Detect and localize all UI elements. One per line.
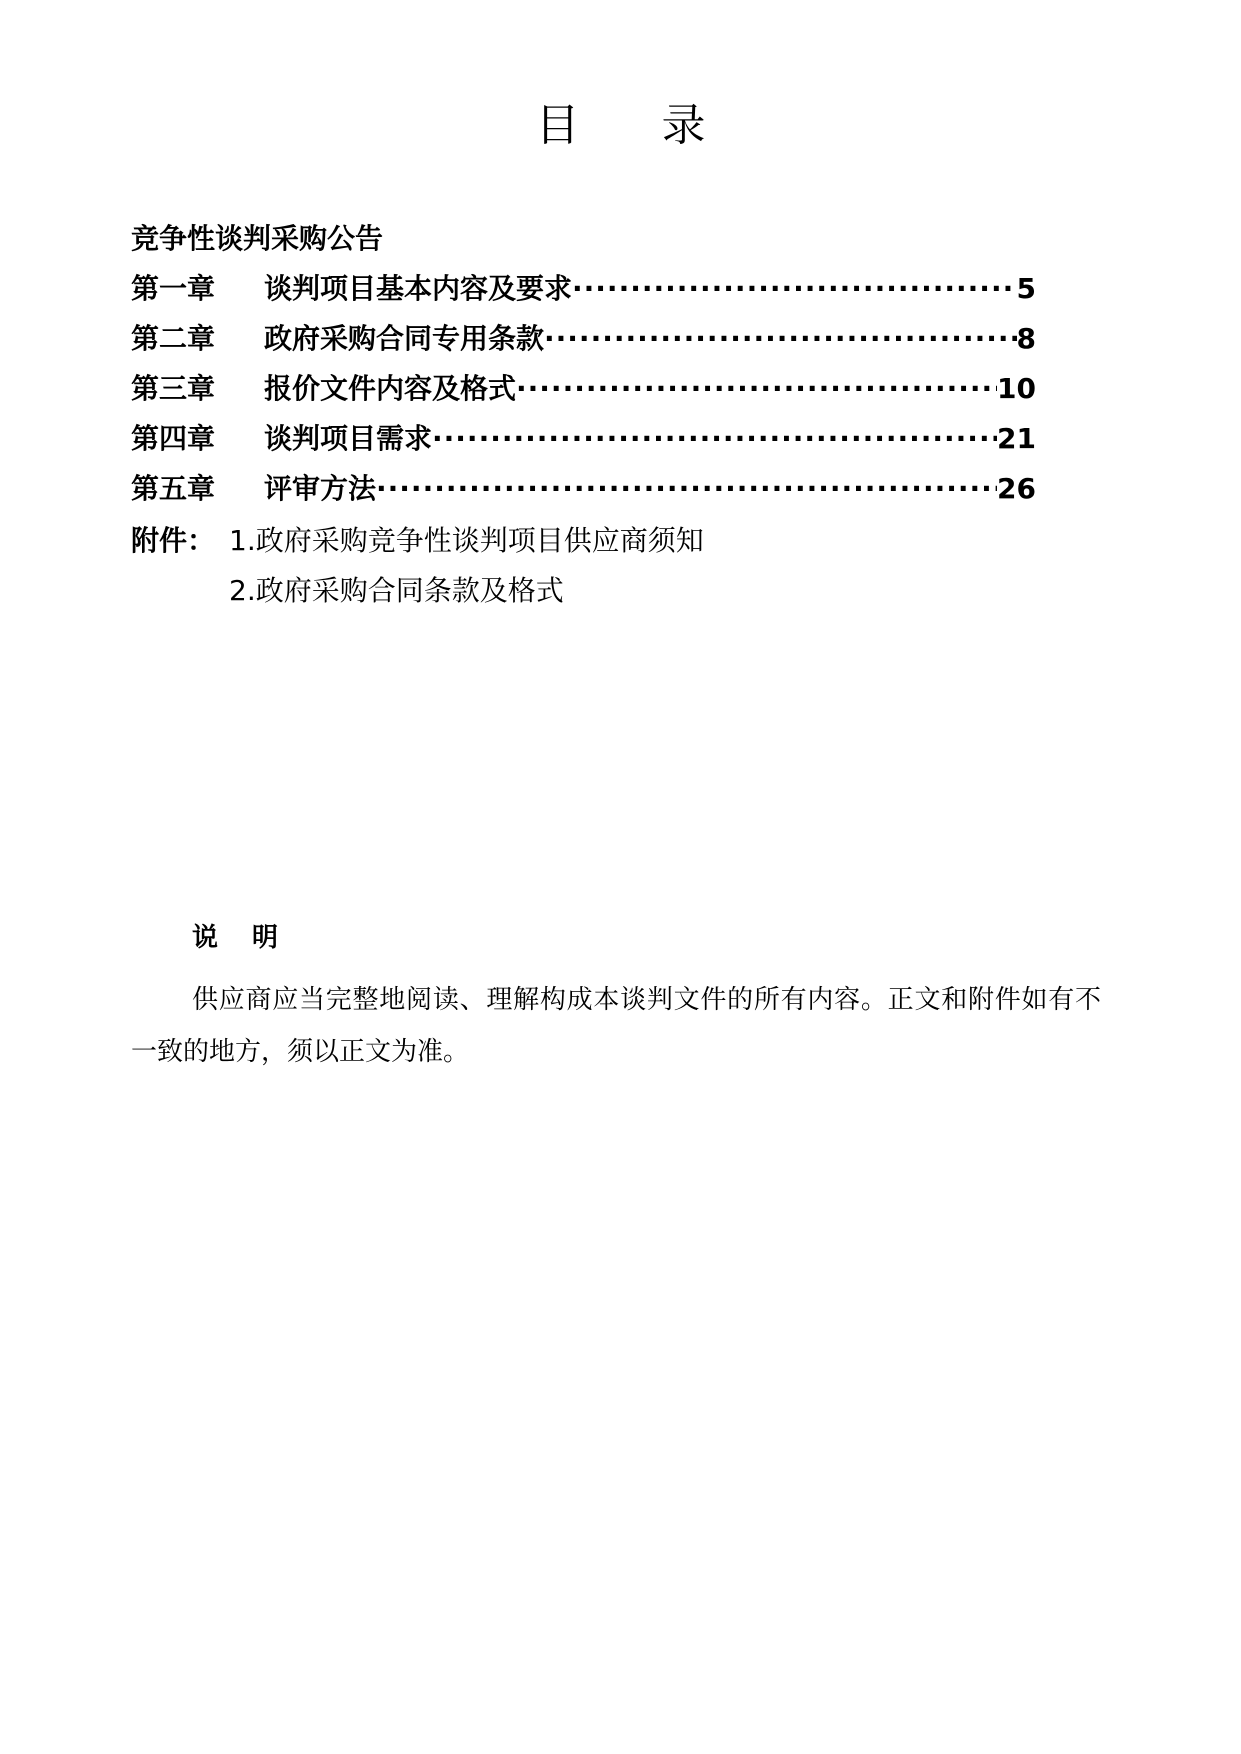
- page-title: 目 录: [535, 100, 740, 151]
- toc-entry[interactable]: [131, 264, 1036, 314]
- toc-chapter: 第五章: [131, 472, 216, 505]
- toc-page-number: 8: [1016, 322, 1036, 355]
- appendix-label-spacer: [131, 566, 229, 616]
- appendix-row: [131, 516, 704, 566]
- note-heading: 说明: [192, 923, 313, 953]
- toc-chapter: 第三章: [131, 372, 216, 405]
- toc-entry[interactable]: [131, 314, 1036, 364]
- appendix-list: [131, 516, 704, 616]
- toc-chapter: 第二章: [131, 322, 216, 355]
- toc-page-number: 21: [997, 422, 1036, 455]
- toc-title: 政府采购合同专用条款: [264, 322, 545, 355]
- toc-page-number: 10: [997, 372, 1036, 405]
- table-of-contents: [131, 214, 1036, 514]
- note-section: [131, 918, 1101, 1078]
- toc-chapter: 第一章: [131, 272, 216, 305]
- toc-chapter: 第四章: [131, 422, 216, 455]
- toc-leader-dots: [516, 364, 997, 414]
- toc-leader-dots: [376, 464, 997, 514]
- appendix-row: [131, 566, 704, 616]
- toc-title: 评审方法: [264, 472, 377, 505]
- toc-heading: 竞争性谈判采购公告: [131, 222, 384, 255]
- appendix-label: 附件：: [131, 524, 216, 557]
- toc-leader-dots: [572, 264, 1017, 314]
- appendix-item[interactable]: 2.政府采购合同条款及格式: [229, 574, 564, 607]
- toc-leader-dots: [432, 414, 997, 464]
- toc-entry[interactable]: [131, 464, 1036, 514]
- note-body: 供应商应当完整地阅读、理解构成本谈判文件的所有内容。正文和附件如有不一致的地方，须以正文为准。: [131, 985, 1101, 1067]
- toc-title: 谈判项目需求: [264, 422, 433, 455]
- toc-title: 谈判项目基本内容及要求: [264, 272, 573, 305]
- toc-entry[interactable]: [131, 414, 1036, 464]
- toc-title: 报价文件内容及格式: [264, 372, 517, 405]
- toc-page-number: 5: [1016, 272, 1036, 305]
- toc-leader-dots: [544, 314, 1017, 364]
- toc-page-number: 26: [997, 472, 1036, 505]
- toc-entry[interactable]: [131, 364, 1036, 414]
- appendix-item[interactable]: 1.政府采购竞争性谈判项目供应商须知: [229, 524, 704, 557]
